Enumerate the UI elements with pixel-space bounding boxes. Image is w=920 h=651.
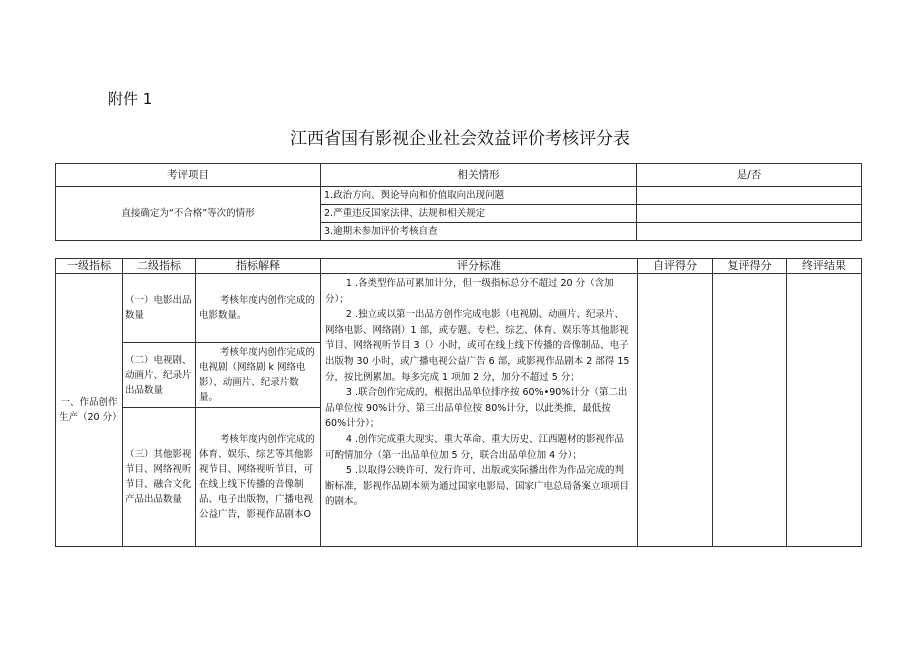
annex-label: 附件 1 bbox=[108, 90, 153, 108]
standard-cell bbox=[321, 274, 638, 547]
level2-cell: （二）电视剧、动画片、纪录片出品数量 bbox=[123, 343, 196, 408]
final-result-cell[interactable] bbox=[787, 274, 862, 547]
header-final-result: 终评结果 bbox=[787, 259, 862, 274]
level1-cell: 一、作品创作生产（20 分） bbox=[56, 274, 123, 547]
yes-no-cell[interactable] bbox=[637, 187, 862, 205]
header-standard: 评分标准 bbox=[321, 259, 638, 274]
header-self-score: 自评得分 bbox=[638, 259, 713, 274]
table-row bbox=[56, 274, 862, 343]
document-title: 江西省国有影视企业社会效益评价考核评分表 bbox=[290, 129, 630, 149]
standard-item: 4 .创作完成重大现实、重大革命、重大历史、江西题材的影视作品可酌情加分（第一出品单位加 5 分，联合出品单位加 4 分）； bbox=[325, 433, 624, 461]
header-eval-item: 考评项目 bbox=[56, 164, 321, 187]
table2-header-row bbox=[56, 259, 862, 274]
yes-no-cell[interactable] bbox=[637, 223, 862, 241]
disqualification-table bbox=[55, 163, 862, 241]
header-explain: 指标解释 bbox=[196, 259, 321, 274]
table-row bbox=[56, 187, 862, 205]
situation-item: 2.严重违反国家法律、法规和相关规定 bbox=[321, 205, 637, 223]
review-score-cell[interactable] bbox=[713, 274, 787, 547]
header-level1: 一级指标 bbox=[56, 259, 123, 274]
header-situation: 相关情形 bbox=[321, 164, 637, 187]
scoring-table bbox=[55, 258, 862, 547]
standard-item: 5 .以取得公映许可、发行许可、出版或实际播出作为作品完成的判断标准，影视作品剧本须为通过国家电影局、国家广电总局备案立项项目的剧本。 bbox=[325, 465, 630, 508]
header-level2: 二级指标 bbox=[123, 259, 196, 274]
standard-item: 3 .联合创作完成的，根据出品单位排序按 60%•90%计分（第二出品单位按 90%计分、第三出品单位按 80%计分，以此类推，最低按 60%计分）； bbox=[325, 387, 628, 430]
explain-cell: 考核年度内创作完成的电视剧（网络剧 k 网络电影）、动画片、纪录片数量。 bbox=[196, 343, 321, 408]
situation-item: 1.政治方向、舆论导向和价值取向出现问题 bbox=[321, 187, 637, 205]
table1-header-row bbox=[56, 164, 862, 187]
explain-cell: 考核年度内创作完成的电影数量。 bbox=[196, 274, 321, 343]
yes-no-cell[interactable] bbox=[637, 205, 862, 223]
standard-item: 2 .独立或以第一出品方创作完成电影（电视剧、动画片、纪录片、网络电影、网络剧）1 部，或专题、专栏、综艺、体育、娱乐等其他影视节目、网络视听节目 3（）小时，或可在线上线下传播的音像制品、电子出版物 30 小时，或广播电视公益广告 6 部，或影视作品剧本 2 部得 15 分，按比例累加。每多完成 1 项加 2 分，加分不超过 5 分； bbox=[325, 309, 630, 383]
standard-item: 1 .各类型作品可累加计分，但一级指标总分不超过 20 分（含加分）； bbox=[325, 278, 614, 305]
disqualify-row-label: 直接确定为“不合格”等次的情形 bbox=[56, 187, 321, 241]
level2-cell: （三）其他影视节目、网络视听节目、融合文化产品出品数量 bbox=[123, 408, 196, 547]
header-yes-no: 是/否 bbox=[637, 164, 862, 187]
situation-item: 3.逾期未参加评价考核自查 bbox=[321, 223, 637, 241]
self-score-cell[interactable] bbox=[638, 274, 713, 547]
explain-cell: 考核年度内创作完成的体育、娱乐、综艺等其他影视节目、网络视听节目，可在线上线下传播的音像制品、电子出版物，广播电视公益广告，影视作品剧本O bbox=[196, 408, 321, 547]
level2-cell: （一）电影出品数量 bbox=[123, 274, 196, 343]
header-review-score: 复评得分 bbox=[713, 259, 787, 274]
